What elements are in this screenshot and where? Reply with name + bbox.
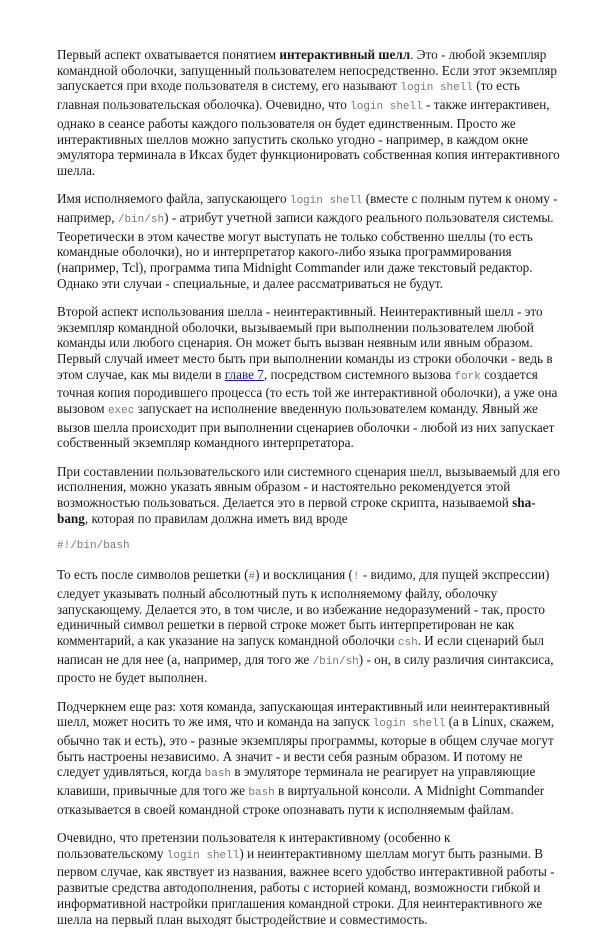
inline-code: exec: [107, 405, 135, 418]
text-run: . Это - любой экземпляр командной оболочки, запущенный пользователем непосредственно. Если этот экземпляр запускается при входе пользователя в систему, его называют: [57, 47, 557, 94]
text-run: запускает на исполнение введенную пользователем команду. Явный же вызов шелла происходит при выполнении сценариев оболочки - любой из них запускает собственный экземпляр командного интерпретатора.: [57, 401, 555, 451]
text-run: в эмуляторе терминала не реагирует на управляющие клавиши, привычные для того же: [57, 764, 536, 799]
text-run: , которая по правилам должна иметь вид вроде: [84, 510, 348, 526]
text-run: При составлении пользовательского или системного сценария шелл, вызываемый для его исполнения, можно указать явным образом - и настоятельно рекомендуется этой возможностью пользоваться. Делается это в первой строке скрипта, называемой: [57, 463, 561, 511]
paragraph: [57, 567, 560, 686]
text-run: Очевидно, что претензии пользователя к интерактивному (особенно к пользовательскому: [57, 830, 451, 861]
text-run: Первый аспект охватывается понятием: [57, 47, 280, 62]
inline-code: login shell: [372, 718, 446, 731]
text-run: . И если сценарий был написан не для нее (а, например, для того же: [57, 633, 544, 667]
text-run: (а в Linux, скажем, обычно так и есть), это - разные экземпляры программы, которые в общем случае могут быть настроены независимо. А значит - и вести себя разным образом. И потому не следует удивляться, когда: [57, 714, 555, 780]
inline-code: login shell: [289, 195, 363, 208]
paragraph: [57, 830, 560, 927]
inline-code: bash: [204, 768, 232, 781]
paragraph: [57, 304, 560, 451]
text-run: (то есть главная пользовательская оболочка). Очевидно, что: [57, 78, 520, 113]
text-run: - видимо, для пущей экспрессии) следует указывать полный абсолютный путь к исполняемому файлу, оболочку запускающему. Делается это, в том числе, и во избежание недоразумений - так, просто единичный символ решетки в первой строке может быть интерпретирован не как комментарий, а как указание на запуск командной оболочки: [57, 567, 550, 648]
inline-code: login shell: [350, 101, 423, 114]
text-run: (вместе с полным путем к оному - например,: [57, 191, 558, 225]
inline-code: !: [352, 571, 360, 584]
bold-term: sha-bang: [57, 495, 536, 526]
code-block: #!/bin/bash: [57, 539, 130, 552]
text-run: То есть после символов решетки (: [57, 567, 249, 583]
inline-code: login shell: [400, 82, 473, 95]
document-body: [57, 47, 560, 940]
text-run: в виртуальной консоли. А Midnight Commander отказывается в своей командной строке опознавать пути к исполняемым файлам.: [57, 783, 545, 817]
paragraph: [57, 47, 560, 179]
inline-code: #: [248, 571, 256, 584]
inline-code: login shell: [166, 849, 240, 862]
paragraph: [57, 191, 560, 291]
text-run: создается точная копия породившего процесса (то есть той же интерактивной оболочки), а уже она вызовом: [57, 366, 558, 417]
chapter-link[interactable]: главе 7: [224, 366, 264, 382]
paragraph: [57, 699, 560, 818]
text-run: ) и восклицания (: [255, 567, 353, 583]
text-run: ) - он, в силу различия синтаксиса, просто не будет выполнен.: [57, 651, 554, 686]
text-run: Второй аспект использования шелла - неинтерактивный. Неинтерактивный шелл - это экземпляр командной оболочки, вызываемый при выполнении пользователем любой команды или любого сценария. Он может быть вызван неявным или явным образом. Первый случай имеет место быть при выполнении команды из строки оболочки - ведь в этом случае, как мы видели в: [57, 303, 553, 382]
inline-code: /bin/sh: [312, 655, 359, 668]
inline-code: fork: [454, 370, 481, 383]
bold-term: интерактивный шелл: [279, 47, 411, 62]
inline-code: csh: [397, 637, 418, 649]
inline-code: /bin/sh: [117, 213, 165, 226]
text-run: , посредством системного вызова: [263, 366, 455, 382]
text-run: - также интерактивен, однако в сеансе работы каждого пользователя он будет единственным. Просто же интерактивных шеллов можно запустить сколько угодно - например, в каждом окне эмулятора терминала в Иксах будет функционировать собственная копия интерактивного шелла.: [57, 97, 560, 178]
text-run: ) - атрибут учетной записи каждого реального пользователя системы. Теоретически в этом качестве могут выступать не только собственно шеллы (то есть командные оболочки), но и интерпретатор какого-либо языка программирования (например, Tcl), программа типа Midnight Commander или даже текстовый редактор. Однако эти случаи - специальные, и далее рассматриваться не будут.: [57, 209, 554, 291]
text-run: ) и неинтерактивному шеллам могут быть разными. В первом случае, как явствует из названия, важнее всего удобство интерактивной работы - развитые средства автодополнения, работы с историей команд, возможности гибкой и информативной настройки приглашения командной строки. Для неинтерактивного же шелла на первый план выходят быстродействие и совместимость.: [57, 845, 555, 927]
inline-code: bash: [248, 787, 275, 800]
paragraph: [57, 464, 560, 527]
text-run: Подчеркнем еще раз: хотя команда, запускающая интерактивный или неинтерактивный шелл, может носить то же имя, что и команда на запуск: [57, 698, 550, 730]
text-run: Имя исполняемого файла, запускающего: [57, 191, 290, 207]
